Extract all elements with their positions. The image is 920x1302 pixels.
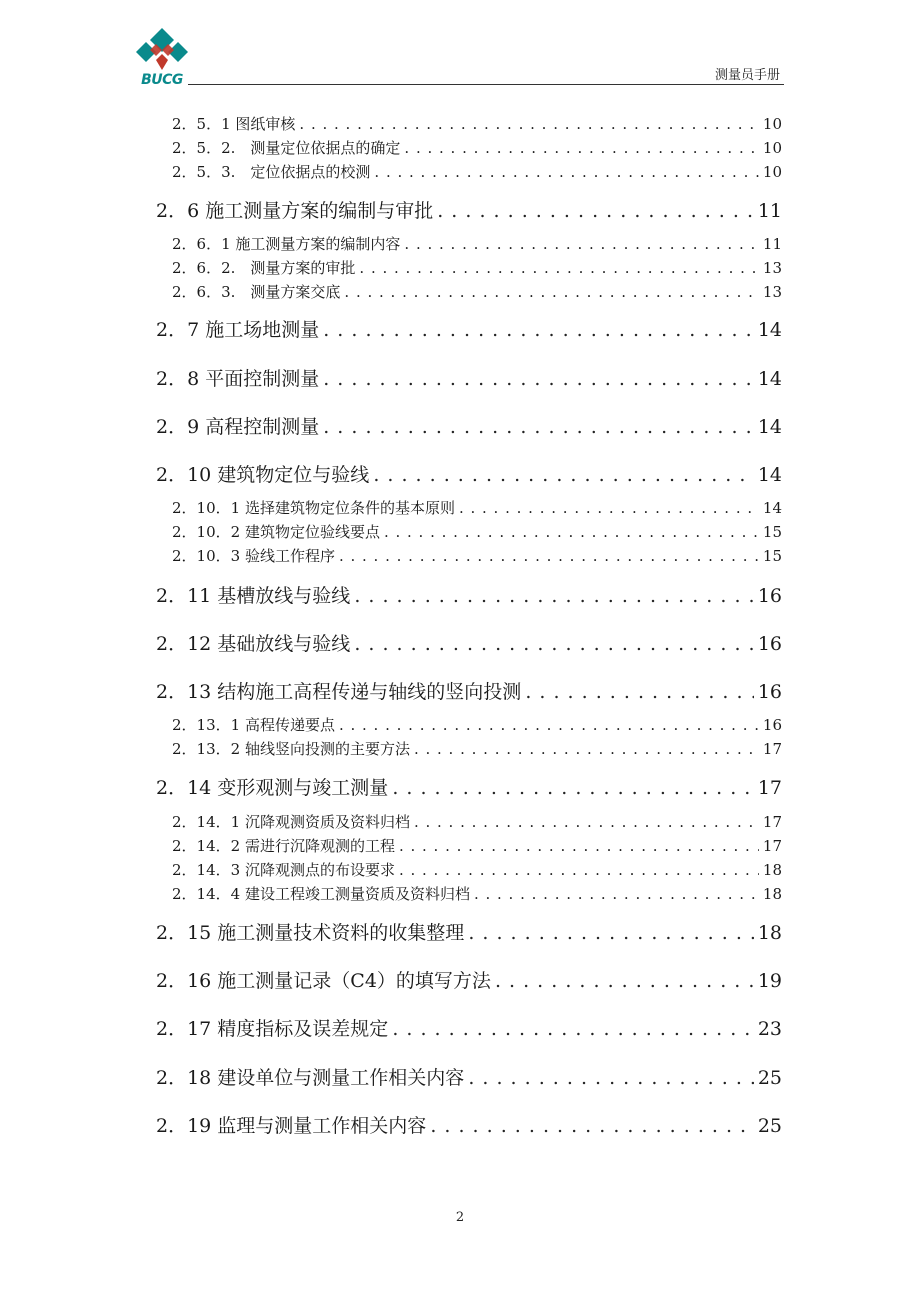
toc-entry-page: 10 <box>762 163 782 181</box>
toc-entry-label: 2．5．3. 定位依据点的校测 <box>172 163 371 181</box>
toc-entry-label: 2．13 结构施工高程传递与轴线的竖向投测 <box>156 681 522 703</box>
toc-entry-page: 18 <box>762 885 782 903</box>
bucg-logo-icon <box>134 26 190 74</box>
bucg-logo <box>134 26 190 88</box>
toc-entry-page: 13 <box>762 283 782 301</box>
toc-entry[interactable] <box>172 859 782 879</box>
toc-entry-page: 25 <box>757 1067 782 1089</box>
toc-entry[interactable] <box>172 883 782 903</box>
toc-dot-leader <box>392 777 754 799</box>
toc-entry[interactable] <box>172 521 782 541</box>
toc-entry-page: 16 <box>757 633 782 655</box>
toc-entry-label: 2．6．3. 测量方案交底 <box>172 283 341 301</box>
toc-entry-label: 2．5．2. 测量定位依据点的确定 <box>172 139 401 157</box>
toc-entry-label: 2．6．2. 测量方案的审批 <box>172 259 356 277</box>
toc-entry-page: 13 <box>762 259 782 277</box>
toc-dot-leader <box>525 681 754 703</box>
toc-dot-leader <box>404 235 759 253</box>
toc-entry-label: 2．14．4 建设工程竣工测量资质及资料归档 <box>172 885 470 903</box>
toc-dot-leader <box>474 885 759 903</box>
toc-dot-leader <box>399 837 759 855</box>
toc-entry-page: 14 <box>757 368 782 390</box>
toc-entry-page: 16 <box>757 681 782 703</box>
toc-entry-label: 2．16 施工测量记录（C4）的填写方法 <box>156 970 491 992</box>
toc-entry-label: 2．7 施工场地测量 <box>156 319 320 341</box>
toc-dot-leader <box>354 585 754 607</box>
toc-entry[interactable] <box>156 315 782 341</box>
toc-dot-leader <box>339 547 759 565</box>
header-divider <box>188 84 784 85</box>
toc-entry[interactable] <box>156 581 782 607</box>
toc-entry-label: 2．9 高程控制测量 <box>156 416 320 438</box>
toc-dot-leader <box>323 368 754 390</box>
toc-entry-label: 2．17 精度指标及误差规定 <box>156 1018 389 1040</box>
toc-dot-leader <box>468 922 754 944</box>
toc-dot-leader <box>359 259 759 277</box>
toc-entry-page: 18 <box>762 861 782 879</box>
toc-entry-label: 2．10．3 验线工作程序 <box>172 547 335 565</box>
toc-dot-leader <box>323 416 754 438</box>
toc-entry-page: 15 <box>762 547 782 565</box>
toc-dot-leader <box>430 1115 754 1137</box>
toc-entry[interactable] <box>156 364 782 390</box>
toc-entry[interactable] <box>156 196 782 222</box>
toc-entry[interactable] <box>156 460 782 486</box>
toc-dot-leader <box>354 633 754 655</box>
toc-entry-label: 2．6 施工测量方案的编制与审批 <box>156 200 434 222</box>
toc-entry-page: 14 <box>757 416 782 438</box>
toc-entry-label: 2．5．1 图纸审核 <box>172 115 296 133</box>
toc-entry-label: 2．13．2 轴线竖向投测的主要方法 <box>172 740 410 758</box>
toc-dot-leader <box>437 200 754 222</box>
toc-entry[interactable] <box>156 1063 782 1089</box>
toc-entry[interactable] <box>156 1111 782 1137</box>
toc-entry[interactable] <box>156 629 782 655</box>
toc-dot-leader <box>399 861 759 879</box>
toc-entry-label: 2．19 监理与测量工作相关内容 <box>156 1115 427 1137</box>
toc-entry-label: 2．11 基槽放线与验线 <box>156 585 351 607</box>
toc-dot-leader <box>468 1067 754 1089</box>
toc-entry-page: 10 <box>762 139 782 157</box>
toc-entry-label: 2．15 施工测量技术资料的收集整理 <box>156 922 465 944</box>
toc-entry-page: 11 <box>757 200 782 222</box>
logo-text: BUCG <box>141 72 183 88</box>
toc-dot-leader <box>414 813 759 831</box>
toc-entry[interactable] <box>172 811 782 831</box>
toc-dot-leader <box>299 115 759 133</box>
toc-dot-leader <box>414 740 759 758</box>
toc-dot-leader <box>323 319 754 341</box>
toc-entry-label: 2．18 建设单位与测量工作相关内容 <box>156 1067 465 1089</box>
toc-entry-label: 2．14．3 沉降观测点的布设要求 <box>172 861 395 879</box>
toc-entry-page: 17 <box>762 813 782 831</box>
page-number: 2 <box>455 1210 465 1225</box>
toc-entry[interactable] <box>172 497 782 517</box>
toc-entry-label: 2．10．1 选择建筑物定位条件的基本原则 <box>172 499 455 517</box>
toc-entry[interactable] <box>172 281 782 301</box>
toc-entry-page: 14 <box>762 499 782 517</box>
toc-dot-leader <box>374 163 759 181</box>
toc-entry[interactable] <box>172 137 782 157</box>
toc-entry-label: 2．13．1 高程传递要点 <box>172 716 335 734</box>
toc-entry-page: 23 <box>757 1018 782 1040</box>
toc-entry-label: 2．14．1 沉降观测资质及资料归档 <box>172 813 410 831</box>
toc-entry[interactable] <box>156 773 782 799</box>
toc-entry[interactable] <box>172 835 782 855</box>
toc-entry[interactable] <box>172 113 782 133</box>
toc-entry-label: 2．8 平面控制测量 <box>156 368 320 390</box>
toc-entry[interactable] <box>156 677 782 703</box>
toc-dot-leader <box>373 464 754 486</box>
toc-entry[interactable] <box>172 233 782 253</box>
toc-entry-page: 15 <box>762 523 782 541</box>
toc-entry-page: 14 <box>757 464 782 486</box>
toc-entry-page: 10 <box>762 115 782 133</box>
toc-entry[interactable] <box>172 545 782 565</box>
toc-dot-leader <box>339 716 759 734</box>
toc-entry-page: 25 <box>757 1115 782 1137</box>
toc-entry-label: 2．12 基础放线与验线 <box>156 633 351 655</box>
toc-entry-label: 2．14 变形观测与竣工测量 <box>156 777 389 799</box>
toc-dot-leader <box>344 283 759 301</box>
toc-entry[interactable] <box>172 257 782 277</box>
toc-dot-leader <box>459 499 759 517</box>
toc-dot-leader <box>384 523 759 541</box>
toc-entry-page: 14 <box>757 319 782 341</box>
toc-entry-page: 19 <box>757 970 782 992</box>
toc-entry-page: 11 <box>762 235 782 253</box>
toc-entry-label: 2．10 建筑物定位与验线 <box>156 464 370 486</box>
toc-entry-label: 2．14．2 需进行沉降观测的工程 <box>172 837 395 855</box>
toc-entry[interactable] <box>156 1014 782 1040</box>
toc-entry[interactable] <box>156 412 782 438</box>
toc-dot-leader <box>495 970 754 992</box>
toc-entry-page: 16 <box>762 716 782 734</box>
toc-entry[interactable] <box>172 161 782 181</box>
toc-dot-leader <box>392 1018 754 1040</box>
toc-entry-page: 17 <box>757 777 782 799</box>
toc-entry-page: 17 <box>762 837 782 855</box>
toc-entry[interactable] <box>172 738 782 758</box>
toc-entry-label: 2．10．2 建筑物定位验线要点 <box>172 523 380 541</box>
toc-entry[interactable] <box>156 918 782 944</box>
toc-entry-page: 16 <box>757 585 782 607</box>
toc-entry-page: 17 <box>762 740 782 758</box>
header-title: 测量员手册 <box>714 68 780 83</box>
toc-entry[interactable] <box>172 714 782 734</box>
toc-entry[interactable] <box>156 966 782 992</box>
toc-dot-leader <box>404 139 759 157</box>
toc-entry-page: 18 <box>757 922 782 944</box>
toc-entry-label: 2．6．1 施工测量方案的编制内容 <box>172 235 401 253</box>
